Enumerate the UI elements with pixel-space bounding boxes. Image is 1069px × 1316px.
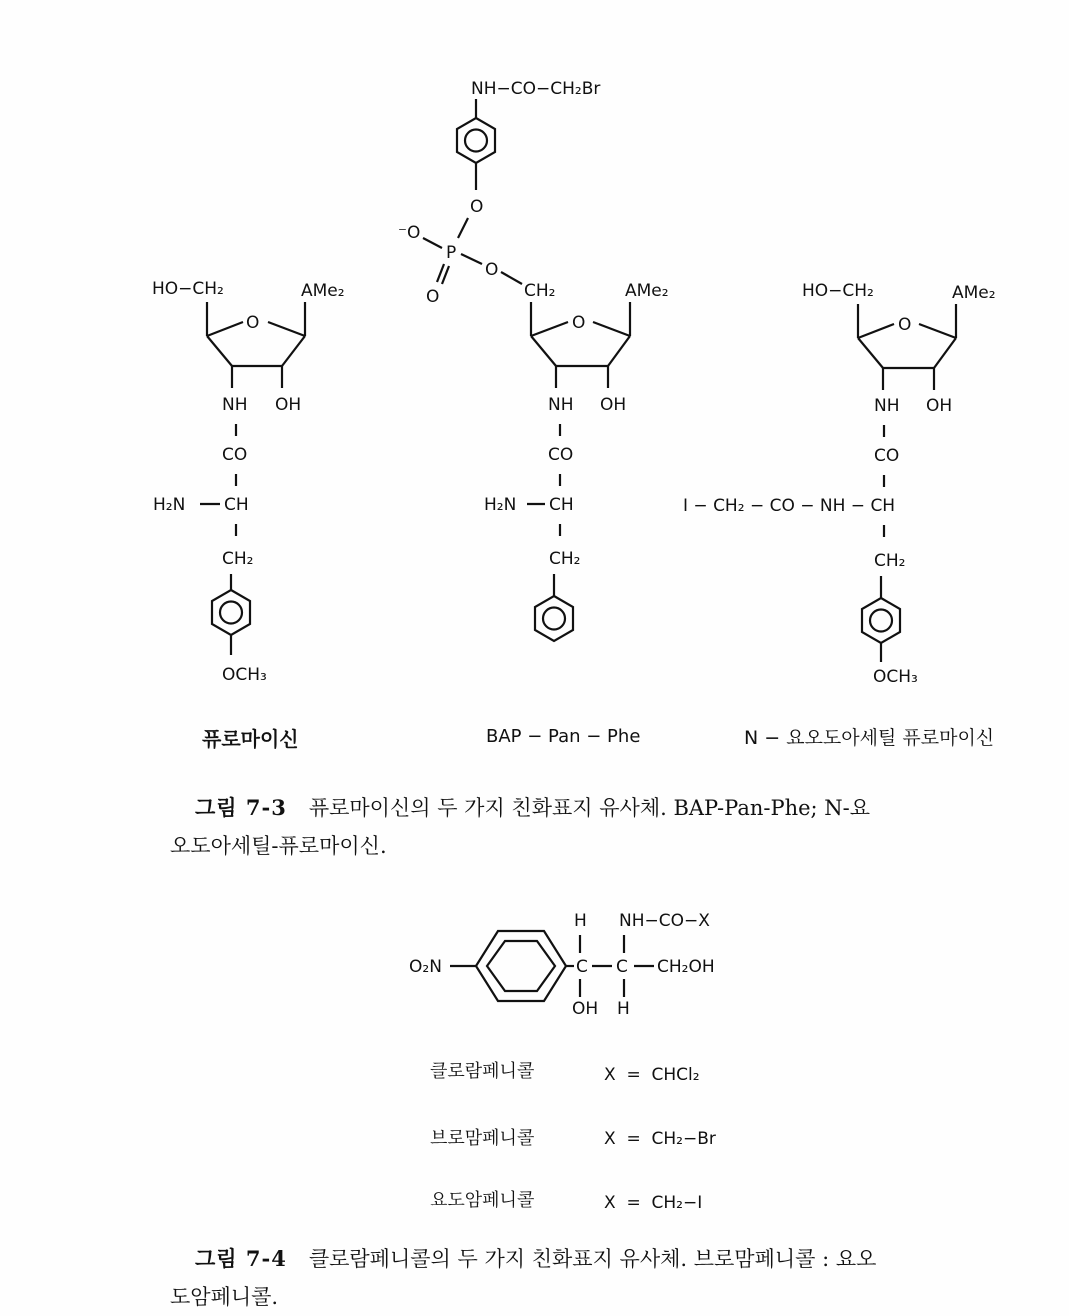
figure-7-3-label: 그림 7-3 [195,795,287,820]
structure-n-iodoacetyl-puromycin [683,281,996,749]
ch2oh-label: HO−CH₂ [152,279,224,299]
structure-bap-pan-phe [398,79,669,747]
compound-name-bap-pan-phe: BAP − Pan − Phe [486,726,641,747]
co-label: CO [548,445,574,465]
variant-formula-bromamphenicol: X = CH₂−Br [604,1129,716,1149]
ch2-side-label: CH₂ [549,549,581,569]
phosphoryl-oxygen: O [426,287,440,307]
ch2-label: CH₂ [222,549,254,569]
ch2-label: CH₂ [874,551,906,571]
co-label: CO [222,445,248,465]
variant-name-chloramphenicol: 클로람페니콜 [430,1061,535,1082]
iodoacetyl-chain-label: I − CH₂ − CO − NH − CH [683,496,896,516]
figure-7-3-caption [170,789,1000,865]
bridge-oxygen: O [485,260,499,280]
ring-oxygen: O [572,313,586,333]
compound-name-n-iodoacetyl: N − 요오도아세틸 퓨로마이신 [744,727,995,749]
h-bottom-label: H [617,999,630,1019]
och3-label: OCH₃ [222,665,267,685]
figure-7-3-caption-line1: 퓨로마이신의 두 가지 친화표지 유사체. BAP-Pan-Phe; N-요 [308,796,871,820]
amine-label: H₂N [484,495,517,515]
ch2oh-label: HO−CH₂ [802,281,874,301]
phosphorus-label: P [446,243,457,263]
anisole-ring [862,598,900,643]
och3-label: OCH₃ [873,667,918,687]
nitrophenyl-ring [476,931,566,1001]
variant-formula-iodoamphenicol: X = CH₂−I [604,1193,703,1213]
structure-puromycin [152,279,345,751]
ch2-label: CH₂ [524,281,556,301]
c1-label: C [576,957,588,977]
o-minus-label: ⁻O [398,223,421,243]
figure-7-4-caption-line1: 클로람페니콜의 두 가지 친화표지 유사체. 브로맘페니콜 : 요오 [308,1247,877,1271]
figure-7-4-caption [170,1240,1000,1316]
phenyl-ring-bottom [535,596,573,641]
ring-oxygen: O [898,315,912,335]
amine-label: H₂N [153,495,186,515]
oh-label: OH [926,396,953,416]
variant-name-iodoamphenicol: 요도암페니콜 [430,1190,535,1211]
nh-label: NH [548,395,574,415]
co-label: CO [874,446,900,466]
bromoacetamido-label: NH−CO−CH₂Br [471,79,601,99]
ch-label: CH [224,495,249,515]
variant-formula-chloramphenicol: X = CHCl₂ [604,1065,700,1085]
ch-label: CH [549,495,574,515]
oh-label: OH [600,395,627,415]
oh-label: OH [275,395,302,415]
nh-label: NH [874,396,900,416]
base-label: AMe₂ [952,283,996,303]
structure-chloramphenicol [409,911,715,1019]
nitro-label: O₂N [409,957,442,977]
figure-7-3-caption-line2: 오도아세틸-퓨로마이신. [170,834,387,858]
variant-list [430,1061,716,1213]
ring-oxygen: O [246,313,260,333]
nh-label: NH [222,395,248,415]
h-top-label: H [574,911,587,931]
side-chain-label: NH−CO−X [619,911,710,931]
base-label: AMe₂ [625,281,669,301]
anisole-ring [212,590,250,635]
oh-label: OH [572,999,599,1019]
variant-name-bromamphenicol: 브로맘페니콜 [430,1128,535,1149]
phenyl-ring-top [457,118,495,163]
figure-7-4-caption-line2: 도암페니콜. [170,1285,279,1309]
compound-name-puromycin: 퓨로마이신 [202,727,299,751]
ch2oh-label: CH₂OH [657,957,715,977]
figure-7-4-label: 그림 7-4 [195,1246,287,1271]
c2-label: C [616,957,628,977]
base-label: AMe₂ [301,281,345,301]
phenol-oxygen: O [470,197,484,217]
